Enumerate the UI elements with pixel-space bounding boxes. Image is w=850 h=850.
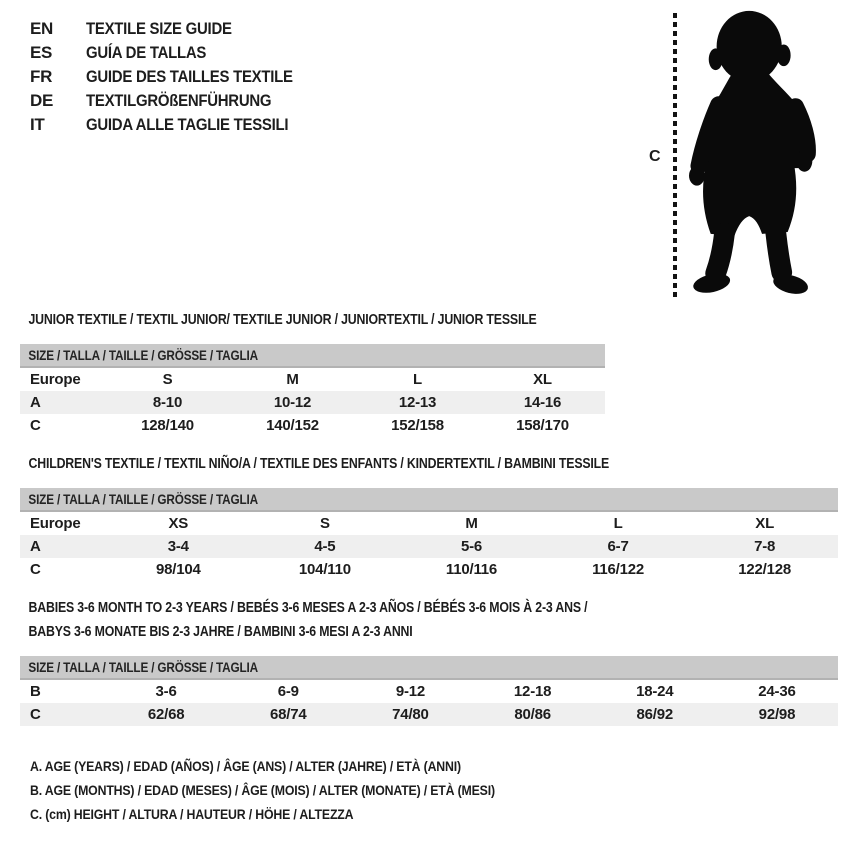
table-row-europe	[20, 368, 605, 391]
size-header-label: SIZE / TALLA / TAILLE / GRÖSSE / TAGLIA	[28, 659, 258, 675]
size-cell: 98/104	[155, 561, 201, 578]
table-row-a	[20, 535, 838, 558]
size-cell: 6-9	[277, 683, 299, 700]
size-cell: L	[613, 515, 623, 532]
size-cell: 24-36	[758, 683, 796, 700]
size-cell: XS	[168, 515, 189, 532]
lang-label: GUIDA ALLE TAGLIE TESSILI	[86, 115, 289, 134]
size-cell: 7-8	[754, 538, 776, 555]
table-title: CHILDREN'S TEXTILE / TEXTIL NIÑO/A / TEXTILE DES ENFANTS / KINDERTEXTIL / BAMBINI TESSILE	[28, 456, 610, 472]
size-cell: 18-24	[636, 683, 674, 700]
lang-label: GUIDE DES TAILLES TEXTILE	[86, 67, 293, 86]
measure-legend	[30, 754, 558, 826]
row-label: C	[30, 706, 41, 723]
row-label: Europe	[30, 371, 81, 388]
table-title: BABYS 3-6 MONATE BIS 2-3 JAHRE / BAMBINI 3-6 MESI A 2-3 ANNI	[28, 624, 413, 640]
size-cell: M	[286, 371, 299, 388]
size-cell: 3-4	[167, 538, 189, 555]
table-row-c	[20, 558, 838, 581]
size-cell: 110/116	[445, 561, 498, 578]
size-cell: 14-16	[523, 394, 562, 411]
table-row-b	[20, 680, 838, 703]
size-cell: 62/68	[147, 706, 185, 723]
size-cell: XL	[755, 515, 775, 532]
table-title: BABIES 3-6 MONTH TO 2-3 YEARS / BEBÉS 3-6 MESES A 2-3 AÑOS / BÉBÉS 3-6 MOIS À 2-3 ANS /	[28, 600, 588, 616]
lang-row-en	[30, 17, 321, 41]
size-cell: 158/170	[516, 417, 569, 434]
table-rows	[20, 512, 838, 581]
table-title: JUNIOR TEXTILE / TEXTIL JUNIOR/ TEXTILE JUNIOR / JUNIORTEXTIL / JUNIOR TESSILE	[28, 312, 537, 328]
legend-line-c: C. (cm) HEIGHT / ALTURA / HAUTEUR / HÖHE / ALTEZZA	[30, 806, 354, 822]
table-rows	[20, 368, 605, 437]
lang-label: TEXTILE SIZE GUIDE	[86, 19, 232, 38]
size-cell: 4-5	[314, 538, 336, 555]
size-cell: 86/92	[636, 706, 674, 723]
row-label: Europe	[30, 515, 81, 532]
size-cell: 5-6	[460, 538, 483, 555]
row-label: C	[30, 417, 41, 434]
lang-row-it	[30, 113, 321, 137]
lang-row-de	[30, 89, 321, 113]
size-cell: XL	[533, 371, 552, 388]
size-cell: 8-10	[152, 394, 183, 411]
size-cell: 12-18	[513, 683, 552, 700]
size-cell: 104/110	[298, 561, 351, 578]
size-cell: 12-13	[398, 394, 437, 411]
height-figure	[630, 4, 845, 306]
babies-textile-table	[20, 596, 838, 726]
table-row-a	[20, 391, 605, 414]
lang-row-fr	[30, 65, 321, 89]
table-rows	[20, 680, 838, 726]
lang-code: IT	[30, 115, 45, 134]
lang-code: DE	[30, 91, 54, 110]
size-cell: 140/152	[266, 417, 319, 434]
table-row-c	[20, 703, 838, 726]
row-label: A	[30, 394, 41, 411]
size-cell: 74/80	[392, 706, 429, 723]
size-header-label: SIZE / TALLA / TAILLE / GRÖSSE / TAGLIA	[28, 347, 258, 363]
size-cell: 3-6	[155, 683, 177, 700]
height-measure-label: C	[649, 148, 661, 165]
table-title-block	[20, 308, 605, 332]
size-cell: 80/86	[514, 706, 551, 723]
row-label: C	[30, 561, 41, 578]
size-cell: 10-12	[273, 394, 312, 411]
lang-row-es	[30, 41, 321, 65]
lang-label: TEXTILGRÖßENFÜHRUNG	[86, 91, 272, 110]
size-cell: 6-7	[607, 538, 629, 555]
size-header-bar	[20, 656, 838, 680]
lang-label: GUÍA DE TALLAS	[86, 43, 207, 62]
size-cell: 9-12	[395, 683, 426, 700]
height-dotted-line	[673, 13, 677, 299]
table-title-block	[20, 452, 838, 476]
size-header-label: SIZE / TALLA / TAILLE / GRÖSSE / TAGLIA	[28, 491, 258, 507]
lang-code: ES	[30, 43, 53, 62]
size-cell: 128/140	[141, 417, 194, 434]
childrens-textile-table	[20, 452, 838, 581]
language-list	[30, 17, 321, 137]
table-row-europe	[20, 512, 838, 535]
row-label: B	[30, 683, 41, 700]
size-cell: S	[319, 515, 330, 532]
size-header-bar	[20, 488, 838, 512]
size-cell: 116/122	[592, 561, 645, 578]
legend-line-a: A. AGE (YEARS) / EDAD (AÑOS) / ÂGE (ANS) / ALTER (JAHRE) / ETÀ (ANNI)	[30, 758, 461, 774]
size-cell: 122/128	[738, 561, 792, 578]
table-row-c	[20, 414, 605, 437]
lang-code: EN	[30, 19, 54, 38]
size-cell: 152/158	[391, 417, 444, 434]
lang-code: FR	[30, 67, 53, 86]
size-header-bar	[20, 344, 605, 368]
size-cell: 92/98	[758, 706, 796, 723]
row-label: A	[30, 538, 41, 555]
size-cell: 68/74	[269, 706, 307, 723]
toddler-silhouette-icon	[688, 6, 838, 302]
size-cell: M	[465, 515, 478, 532]
junior-textile-table	[20, 308, 605, 437]
size-cell: L	[413, 371, 422, 388]
table-title-block	[20, 596, 838, 644]
size-cell: S	[162, 371, 173, 388]
legend-line-b: B. AGE (MONTHS) / EDAD (MESES) / ÂGE (MOIS) / ALTER (MONATE) / ETÀ (MESI)	[30, 782, 495, 798]
